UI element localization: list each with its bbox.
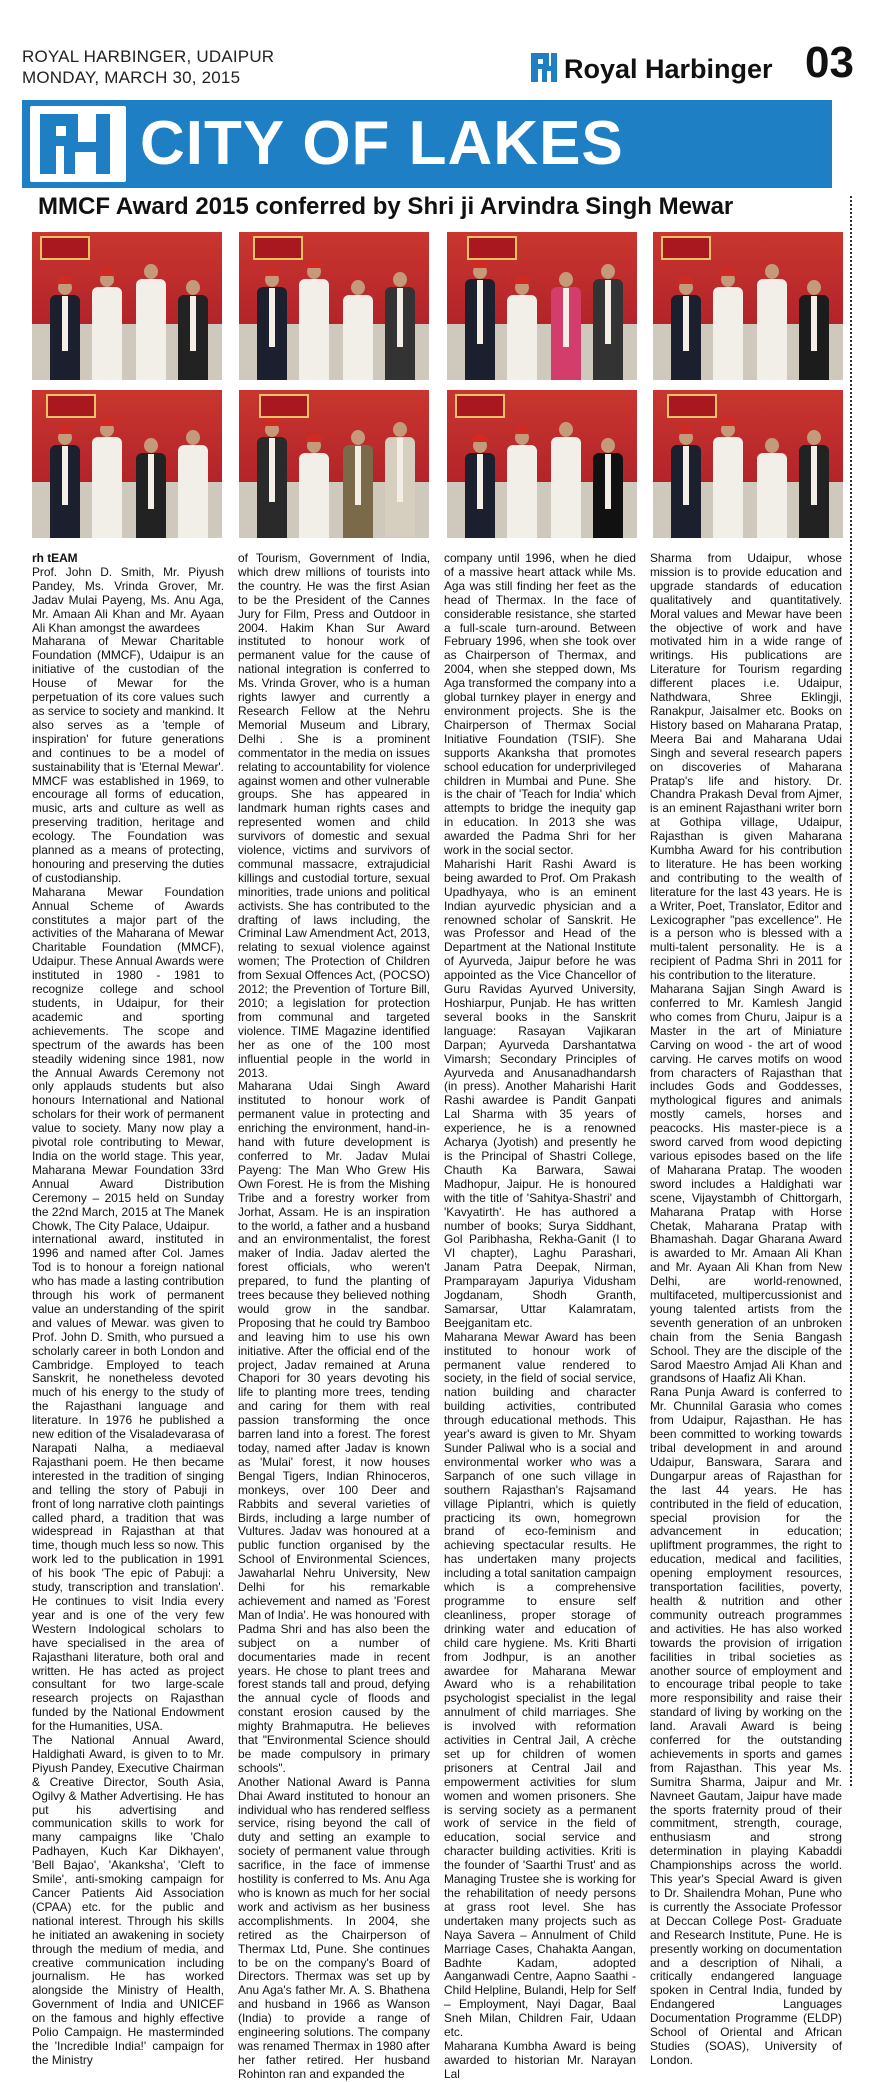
column-divider (850, 196, 852, 1786)
rh-banner-logo-icon (30, 106, 126, 182)
person-figure (178, 280, 208, 380)
ceremony-photo (32, 232, 222, 380)
person-figure (50, 280, 80, 380)
person-figure (507, 430, 537, 538)
article-text-2: of Tourism, Government of India, which drew millions of tourists into the country. He was the first Asian to be the President of the Cannes Jury for Film, Press and Outdoor in 2004. Hakim Khan Sur Award instituted to honour work of permanent value for the cause of national integration is conferred to Ms. Vrinda Grover, who is a human rights lawyer and currently a Research Fellow at the Nehru Memorial Museum and Library, Delhi . She is a prominent commentator in the media on issues relating to accountability for violence against women and other vulnerable groups. She has appeared in landmark human rights cases and represented women and child survivors of domestic and sexual violence, victims and survivors of communal massacre, extrajudicial killings and custodial torture, sexual minorities, trade unions and political activists. She has contributed to the drafting of laws including, the Criminal Law Amendment Act, 2013, relating to sexual violence against women; The Protection of Children from Sexual Offences Act, (POCSO) 2012; the Prevention of Torture Bill, 2010; a legislation for protection from communal and targeted violence. TIME Magazine identified her as one of the 100 most influential people in the world in 2013. Maharana Udai Singh Award instituted to honour work of permanent value in protecting and enriching the environment, hand-in-hand with future development is conferred to Mr. Jadav Mulai Payeng: The Man Who Grew His Own Forest. He is from the Mishing Tribe and a forestry worker from Jorhat, Assam. He is an inspiration to the world, a father and a husband and an environmentalist, the forest maker of India. Jadav alerted the forest officials, who weren't prepared, to fund the planting of trees because they believed nothing would grow in the sandbar. Proposing that he could try Bamboo and leaving him to use his own initiative. After the official end of the project, Jadav remained at Aruna Chapori for 30 years devoting his life to planting more trees, tending and caring for them with real passion transforming the once barren land into a forest. The forest today, named after Jadav is known as 'Mulai' forest, it now houses Bengal Tigers, Indian Rhinoceros, monkeys, over 100 Deer and Rabbits and several varieties of Birds, including a large number of Vultures. Jadav was honoured at a public function organised by the School of Environmental Sciences, Jawaharlal Nehru University, New Delhi for his remarkable achievement and named as 'Forest Man of India'. He was honoured with Padma Shri and has also been the subject on a number of documentaries made in recent years. He chose to plant trees and forest stands tall and proud, defying the annual cycle of floods and constant erosion caused by the mighty Brahmaputra. He believes that "Environmental Science should be made compulsory in primary schools". Another National Award is Panna Dhai Award instituted to honour an individual who has rendered selfless service, rising beyond the call of duty and setting an example to society of permanent value through sacrifice, in the face of immense hostility is conferred to Ms. Anu Aga who is known as much for her social work and activism as her business accomplishments. In 2004, she retired as the Chairperson of Thermax Ltd, Pune. She continues to be on the company's Board of Directors. Thermax was set up by Anu Aga's father Mr. A. S. Bhathena and husband in 1966 as Wanson (India) to provide a range of engineering solutions. The company was renamed Thermax in 1980 after her father retired. Her husband Rohinton ran and expanded the (238, 551, 430, 2081)
person-figure (551, 272, 581, 380)
photo-grid (32, 232, 844, 538)
ceremony-sign (40, 236, 90, 260)
ceremony-photo (32, 390, 222, 538)
headline: MMCF Award 2015 conferred by Shri ji Arvindra Singh Mewar (38, 193, 734, 220)
ceremony-photo (239, 390, 429, 538)
ceremony-sign (46, 394, 96, 418)
person-figure (551, 422, 581, 538)
person-figure (343, 280, 373, 380)
person-figure (799, 280, 829, 380)
article-column-3 (444, 552, 636, 2082)
person-figure (299, 264, 329, 380)
person-figure (713, 272, 743, 380)
person-figure (92, 422, 122, 538)
ceremony-sign (455, 394, 505, 418)
person-figure (671, 430, 701, 538)
person-figure (465, 264, 495, 380)
article-column-1 (32, 552, 224, 2068)
person-figure (257, 422, 287, 538)
ceremony-photo (653, 232, 843, 380)
ceremony-sign (253, 236, 303, 260)
ceremony-sign (259, 394, 309, 418)
ceremony-sign (661, 236, 711, 260)
rh-logo-icon (530, 50, 560, 84)
person-figure (50, 430, 80, 538)
person-figure (92, 272, 122, 380)
person-figure (713, 422, 743, 538)
person-figure (593, 438, 623, 538)
paper-location: ROYAL HARBINGER, UDAIPUR (22, 47, 275, 66)
person-figure (136, 264, 166, 380)
person-figure (257, 272, 287, 380)
person-figure (465, 438, 495, 538)
ceremony-photo (653, 390, 843, 538)
brand-name: Royal Harbinger (564, 54, 773, 84)
person-figure (757, 438, 787, 538)
page-number: 03 (805, 38, 854, 87)
person-figure (507, 280, 537, 380)
person-figure (799, 430, 829, 538)
person-figure (385, 422, 415, 538)
person-figure (343, 430, 373, 538)
masthead-left (22, 46, 442, 88)
issue-date: MONDAY, MARCH 30, 2015 (22, 68, 241, 87)
article-text-1: Prof. John D. Smith, Mr. Piyush Pandey, Ms. Vrinda Grover, Mr. Jadav Mulai Payeng, Ms. Anu Aga, Mr. Amaan Ali Khan and Mr. Ayaan Ali Khan amongst the awardees Maharana of Mewar Charitable Foundation (MMCF), Udaipur is an initiative of the custodian of the House of Mewar for the perpetuation of its core values such as service to society and mankind. It also serves as a 'temple of inspiration' for future generations and continues to be a model of sustainability that is 'Eternal Mewar'. MMCF was established in 1969, to encourage all forms of education, music, arts and culture as well as preserving tradition, heritage and ecology. The Foundation was planned as a means of protecting, honouring and preserving the duties of custodianship. Maharana Mewar Foundation Annual Scheme of Awards constitutes a major part of the activities of the Maharana of Mewar Charitable Foundation (MMCF), Udaipur. These Annual Awards were instituted in 1980 - 1981 to recognize college and school students, in Udaipur, for their academic and sporting achievements. The scope and spectrum of the awards has been steadily widening since 1981, now the Annual Awards Ceremony not only applauds students but also honours International and National scholars for their work of permanent value to society. Many now play a pivotal role contributing to Mewar, India on the world stage. This year, Maharana Mewar Foundation 33rd Annual Award Distribution Ceremony – 2015 held on Sunday the 22nd March, 2015 at The Manek Chowk, The City Palace, Udaipur. international award, instituted in 1996 and named after Col. James Tod is to honour a foreign national who has made a lasting contribution through his work of permanent value an understanding of the spirit and values of Mewar. was given to Prof. John D. Smith, who pursued a scholarly career in both London and Cambridge. Employed to teach Sanskrit, he nonetheless devoted much of his energy to the study of the Rajasthani language and literature. In 1976 he published a new edition of the Visaladevarasa of Narapati Nalha, a mediaeval Rajasthani poem. He then became interested in the tradition of singing and telling the story of Pabuji in front of long narrative cloth paintings called phard, a tradition that was widespread in Rajasthan at that time, though much less so now. This work led to the publication in 1991 of his book 'The epic of Pabuji: a study, transcription and translation'. He continues to visit India every year and is one of the very few Western Indological scholars to have specialised in the area of Rajasthani literature, both oral and written. He has acted as project consultant for two large-scale research projects on Rajasthan funded by the National Endowment for the Humanities, USA. The National Annual Award, Haldighati Award, is given to to Mr. Piyush Pandey, Executive Chairman & Creative Director, South Asia, Ogilvy & Mather Advertising. He has put his advertising and communication skills to work for many campaigns like 'Chalo Padhayen, Kuch Kar Dikhayen', 'Bell Bajao', 'Akanksha', 'Cleft to Smile', anti-smoking campaign for Cancer Patients Aid Association (CPAA) etc. for the public and national interest. Through his skills he initiated an awakening in society through the medium of media, and creative communication including journalism. He has worked alongside the Ministry of Health, Government of India and UNICEF on the famous and highly effective Polio Campaign. He masterminded the 'Incredible India!' campaign for the Ministry (32, 564, 224, 2067)
person-figure (757, 264, 787, 380)
ceremony-sign (467, 236, 517, 260)
person-figure (385, 272, 415, 380)
person-figure (178, 430, 208, 538)
article-text-3: company until 1996, when he died of a massive heart attack while Ms. Aga was still finding her feet as the head of Thermax. In the face of considerable resistance, she started a full-scale turn-around. Between February 1996, when she took over as Chairperson of Thermax, and 2004, when she stepped down, Ms Aga transformed the company into a global turnkey player in energy and environment projects. She is the Chairperson of Thermax Social Initiative Foundation (TSIF). She supports Akanksha that promotes school education for underprivileged children in Mumbai and Pune. She is the chair of 'Teach for India' which attempts to bridge the inequity gap in education. In 2013 she was awarded the Padma Shri for her work in the social sector. Maharishi Harit Rashi Award is being awarded to Prof. Om Prakash Upadhyaya, who is an eminent Indian ayurvedic physician and a renowned scholar of Sanskrit. He was Professor and Head of the Department at the National Institute of Ayurveda, Jaipur before he was appointed as the Vice Chancellor of Guru Ravidas Ayurved University, Hoshiarpur, Punjab. He has written several books in the Sanskrit language: Rasayan Vajikaran Darpan; Ayurveda Darshantatwa Vimarsh; Secondary Principles of Ayurveda and Anusanadhandarsh (in press). Another Maharishi Harit Rashi awardee is Pandit Ganpati Lal Sharma with 35 years of experience, he is a renowned Acharya (Jyotish) and presently he is the Principal of Shastri College, Chauth Ka Barwara, Sawai Madhopur, Jaipur. He is honoured with the title of 'Sahitya-Shastri' and 'Kavyatirth'. He has authored a number of books; Surya Siddhant, Gol Paribhasha, Rekha-Ganit (I to VI chapter), Laghu Parashari, Janam Patra Deepak, Nirman, Pramparayam Japuriya Vidusham Jogdanam, Shodh Granth, Samarsar, Uttar Kalamratam, Beejganitam etc. Maharana Mewar Award has been instituted to honour work of permanent value rendered to society, in the field of social service, nation building and character building activities, contributed through educational methods. This year's award is given to Mr. Shyam Sunder Paliwal who is a social and environmental worker who was a Sarpanch of one such village in southern Rajasthan's Rajsamand village Piplantri, which is quietly practicing its own, homegrown brand of eco-feminism and achieving spectacular results. He has undertaken many projects including a total sanitation campaign which is a comprehensive programme to ensure self cleanliness, proper storage of drinking water and education of child care hygiene. Ms. Kriti Bharti from Jodhpur, is an another awardee for Maharana Mewar Award who is a rehabilitation psychologist specialist in the legal annulment of child marriages. She is involved with reformation activities in Central Jail, A crèche set up for children of women prisoners at Central Jail and empowerment activities for slum women and women prisoners. She is serving society as a permanent work of service in the field of education, social service and character building activities. Kriti is the founder of 'Saarthi Trust' and as Managing Trustee she is working for the rehabilitation of needy persons at grass root level. She has undertaken many projects such as Naya Savera – Annulment of Child Marriage Cases, Chahakta Aangan, Badhte Kadam, adopted Aanganwadi Centre, Aapno Saathi - Child Helpline, Bulandi, Help for Self – Employment, Nayi Dagar, Baal Sneh Milan, Children Fair, Udaan etc. Maharana Kumbha Award is being awarded to historian Mr. Narayan Lal (444, 551, 636, 2081)
section-title: CITY OF LAKES (140, 109, 624, 178)
person-figure (136, 438, 166, 538)
masthead-right (530, 38, 860, 94)
ceremony-photo (447, 232, 637, 380)
article-text-4: Sharma from Udaipur, whose mission is to provide education and upgrade standards of education qualitatively and quantitatively. Moral values and Mewar have been the objective of work and have motivated him in a wide range of writings. His publications are Literature for Tourism regarding different places i.e. Udaipur, Nathdwara, Shree Eklingji, Ranakpur, Jaisalmer etc. Books on History based on Maharana Pratap, Meera Bai and Maharana Udai Singh and several research papers on discoveries of Maharana Pratap's life and history. Dr. Chandra Prakash Deval from Ajmer, is an eminent Rajasthani writer born at Gothipa village, Udaipur, Rajasthan is given Maharana Kumbha Award for his contribution to literature. He has been working and contributing to the wealth of literature for the last 43 years. He is a Writer, Poet, Translator, Editor and Lexicographer "pas excellence". He is a person who is blessed with a multi-talent personality. He is a recipient of Padma Shri in 2011 for his contribution to the literature. Maharana Sajjan Singh Award is conferred to Mr. Kamlesh Jangid who comes from Churu, Jaipur is a Master in the art of Miniature Carving on wood - the art of wood carving. He carves motifs on wood from characters of Rajasthan that includes Gods and Goddesses, mythological figures and animals mostly camels, horses and peacocks. His master-piece is a sword carved from wood depicting various episodes based on the life of Maharana Pratap. The wooden sword includes a Haldighati war scene, Vijaystambh of Chittorgarh, Maharana Pratap with Horse Chetak, Maharana Pratap with Bhamashah. Dagar Gharana Award is awarded to Mr. Amaan Ali Khan and Mr. Ayaan Ali Khan from New Delhi, are world-renowned, multifaceted, multipercussionist and young talented artists from the seventh generation of an unbroken chain from the Senia Bangash School. They are the disciple of the Sarod Maestro Amjad Ali Khan and grandsons of Haafiz Ali Khan. Rana Punja Award is conferred to Mr. Chunnilal Garasia who comes from Udaipur, Rajasthan. He has been committed to working towards tribal development in and around Udaipur, Banswara, Sarara and Dungarpur areas of Rajasthan for the last 44 years. He has contributed in the field of education, special provision for the advancement in education; upliftment programmes, the right to education, medical and facilities, opening employment resources, transportation facilities, poverty, health & nutrition and other community outreach programmes and activities. He has also worked towards the provision of irrigation facilities in tribal societies as another source of employment and to encourage tribal people to take more responsibility and raise their standard of living by working on the land. Aravali Award is being conferred for the outstanding achievements in sports and games from Rajasthan. This year Ms. Sumitra Sharma, Jaipur and Mr. Navneet Gautam, Jaipur have made the sports fraternity proud of their commitment, strength, courage, enthusiasm and strong determination in playing Kabaddi Championships across the world. This year's Special Award is given to Dr. Shailendra Mohan, Pune who is currently the Associate Professor at Deccan College Post- Graduate and Research Institute, Pune. He is presently working on documentation and a description of Nihali, a critically endangered language spoken in Central India, funded by Endangered Languages Documentation Programme (ELDP) School of Oriental and African Studies (SOAS), University of London. (650, 551, 842, 2067)
byline: rh tEAM (32, 551, 78, 565)
ceremony-photo (447, 390, 637, 538)
person-figure (593, 264, 623, 380)
person-figure (299, 438, 329, 538)
ceremony-photo (239, 232, 429, 380)
person-figure (671, 280, 701, 380)
article-column-2 (238, 552, 430, 2082)
section-banner (22, 100, 832, 188)
article-column-4 (650, 552, 842, 2068)
ceremony-sign (667, 394, 717, 418)
